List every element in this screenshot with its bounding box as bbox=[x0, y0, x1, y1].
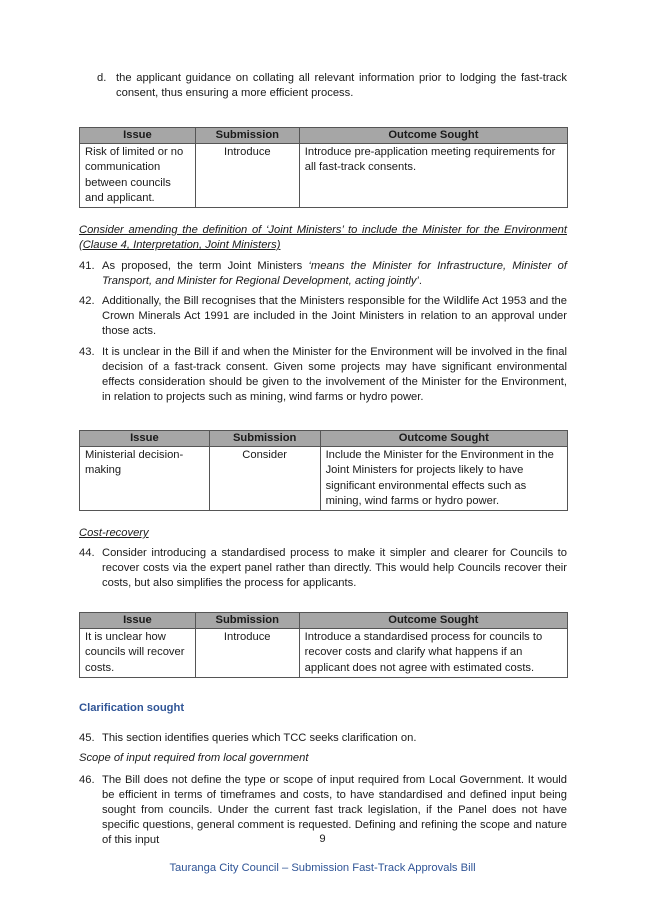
paragraph-number: 42. bbox=[79, 295, 95, 307]
header-issue: Issue bbox=[80, 128, 196, 144]
table-row bbox=[80, 447, 568, 511]
paragraph-lead: As proposed, the term Joint Ministers bbox=[102, 260, 309, 272]
submission-table-1 bbox=[79, 127, 568, 208]
page-footer: Tauranga City Council – Submission Fast-Track Approvals Bill bbox=[169, 862, 476, 874]
table-row bbox=[80, 144, 568, 208]
paragraph-text: The Bill does not define the type or scope of input required from Local Government. It would be efficient in terms of timeframes and costs, to have standardised and defined input being sought from councils. Under the current fast track legislation, if the Panel does not have specific questions, general comment is requested. Defining and refining the scope and nature of this input bbox=[102, 774, 567, 846]
cell-issue: Ministerial decision-making bbox=[80, 447, 210, 511]
paragraph-text: This section identifies queries which TCC seeks clarification on. bbox=[102, 732, 417, 744]
paragraph-text bbox=[102, 259, 567, 289]
table-header-row bbox=[80, 613, 568, 629]
header-submission: Submission bbox=[209, 431, 320, 447]
paragraph-text: Additionally, the Bill recognises that the Ministers responsible for the Wildlife Act 1953 and the Crown Minerals Act 1991 are included in the Joint Ministers in relation to an approval under those acts. bbox=[102, 295, 567, 337]
section-heading-clarification: Clarification sought bbox=[79, 702, 185, 714]
paragraph-quote: ‘means the Minister for Infrastructure, Minister of Transport, and Minister for Regional Development, acting jointly’ bbox=[102, 260, 567, 287]
paragraph-text: Consider introducing a standardised process to make it simpler and clearer for Councils to recover costs via the expert panel rather than directly. This would help Councils recover their costs, but also simplifies the process for applicants. bbox=[102, 547, 567, 589]
table-row bbox=[80, 629, 568, 678]
section-heading-joint-ministers: Consider amending the definition of ‘Joint Ministers’ to include the Minister for the Environment (Clause 4, Interpretation, Joint Ministers) bbox=[79, 224, 567, 251]
paragraph-text: It is unclear in the Bill if and when the Minister for the Environment will be involved in the final decision of a fast-track consent. Given some projects may have significant environmental effects consideration should be given to the involvement of the Minister for the Environment, in relation to projects such as mining, wind farms or hydro power. bbox=[102, 346, 567, 403]
paragraph-tail: . bbox=[418, 275, 423, 287]
header-outcome: Outcome Sought bbox=[299, 613, 567, 629]
header-outcome: Outcome Sought bbox=[320, 431, 567, 447]
list-item-label: d. bbox=[97, 72, 107, 84]
submission-table-2 bbox=[79, 430, 568, 511]
header-outcome: Outcome Sought bbox=[299, 128, 567, 144]
paragraph-number: 46. bbox=[79, 774, 95, 786]
paragraph-number: 41. bbox=[79, 260, 95, 272]
paragraph-number: 43. bbox=[79, 346, 95, 358]
cell-outcome: Introduce pre-application meeting requirements for all fast-track consents. bbox=[299, 144, 567, 208]
paragraph-43 bbox=[79, 345, 567, 405]
cell-issue: It is unclear how councils will recover costs. bbox=[80, 629, 196, 678]
paragraph-41 bbox=[79, 259, 567, 289]
page-number: 9 bbox=[319, 833, 326, 845]
header-issue: Issue bbox=[80, 613, 196, 629]
paragraph-42 bbox=[79, 294, 567, 339]
paragraph-number: 44. bbox=[79, 547, 95, 559]
cell-outcome: Introduce a standardised process for councils to recover costs and clarify what happens if an applicant does not agree with estimated costs. bbox=[299, 629, 567, 678]
paragraph-44 bbox=[79, 546, 567, 591]
cell-submission: Consider bbox=[209, 447, 320, 511]
paragraph-45 bbox=[79, 731, 567, 746]
list-item-text: the applicant guidance on collating all relevant information prior to lodging the fast-track consent, thus ensuring a more efficient process. bbox=[116, 72, 567, 99]
table-header-row bbox=[80, 431, 568, 447]
cell-submission: Introduce bbox=[195, 144, 299, 208]
header-issue: Issue bbox=[80, 431, 210, 447]
paragraph-number: 45. bbox=[79, 732, 95, 744]
section-heading-cost-recovery: Cost-recovery bbox=[79, 527, 149, 539]
table-header-row bbox=[80, 128, 568, 144]
cell-issue: Risk of limited or no communication between councils and applicant. bbox=[80, 144, 196, 208]
submission-table-3 bbox=[79, 612, 568, 678]
section-heading-scope: Scope of input required from local government bbox=[79, 752, 309, 764]
header-submission: Submission bbox=[195, 128, 299, 144]
header-submission: Submission bbox=[195, 613, 299, 629]
cell-outcome: Include the Minister for the Environment in the Joint Ministers for projects likely to have significant environmental effects such as mining, wind farms or hydro power. bbox=[320, 447, 567, 511]
list-item-d bbox=[97, 71, 567, 101]
cell-submission: Introduce bbox=[195, 629, 299, 678]
